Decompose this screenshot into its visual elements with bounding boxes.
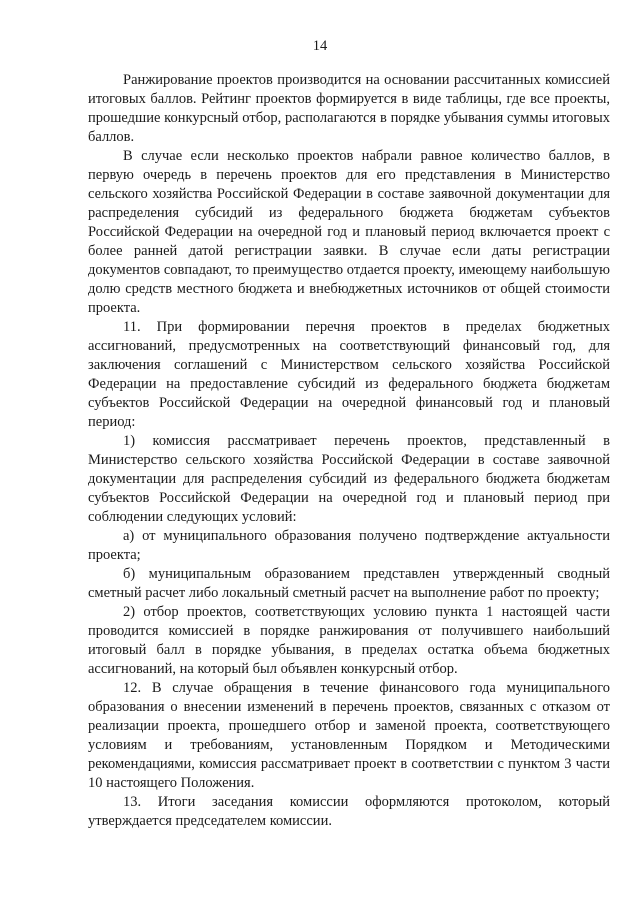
paragraph-item-12: 12. В случае обращения в течение финансового года муниципального образования о внесении изменений в перечень проектов, связанных с отказом от реализации проекта, прошедшего отбор и заменой проекта, соответствующего условиям и требованиям, установленным Порядком и Методическими рекомендациями, комиссия рассматривает проект в соответствии с пунктом 3 части 10 настоящего Положения.	[88, 680, 610, 791]
paragraph-condition-b: б) муниципальным образованием представлен утвержденный сводный сметный расчет либо локальный сметный расчет на выполнение работ по проекту;	[88, 566, 610, 601]
page-number: 14	[312, 38, 328, 54]
paragraph-item-11: 11. При формировании перечня проектов в пределах бюджетных ассигнований, предусмотренных на соответствующий финансовый год, для заключения соглашений с Министерством сельского хозяйства Российской Федерации на предоставление субсидий из федерального бюджета бюджетам субъектов Российской Федерации на очередной финансовый год и плановый период:	[88, 319, 610, 430]
document-body	[88, 71, 610, 831]
paragraph-ranking: Ранжирование проектов производится на основании рассчитанных комиссией итоговых баллов. Рейтинг проектов формируется в виде таблицы, где все проекты, прошедшие конкурсный отбор, располагаются в порядке убывания суммы итоговых баллов.	[88, 72, 610, 145]
paragraph-condition-a: а) от муниципального образования получено подтверждение актуальности проекта;	[88, 528, 610, 563]
paragraph-item-13: 13. Итоги заседания комиссии оформляются протоколом, который утверждается председателем комиссии.	[88, 794, 610, 829]
paragraph-subitem-2: 2) отбор проектов, соответствующих условию пункта 1 настоящей части проводится комиссией в порядке ранжирования от получившего наибольший итоговый балл в порядке убывания, в пределах остатка объема бюджетных ассигнований, на который был объявлен конкурсный отбор.	[88, 604, 610, 677]
paragraph-equal-scores: В случае если несколько проектов набрали равное количество баллов, в первую очередь в перечень проектов для его представления в Министерство сельского хозяйства Российской Федерации в составе заявочной документации для распределения субсидий из федерального бюджета бюджетам субъектов Российской Федерации на очередной год и плановый период включается проект с более ранней датой регистрации заявки. В случае если даты регистрации документов совпадают, то преимущество отдается проекту, имеющему наибольшую долю средств местного бюджета и внебюджетных источников от общей стоимости проекта.	[88, 148, 610, 316]
paragraph-subitem-1: 1) комиссия рассматривает перечень проектов, представленный в Министерство сельского хозяйства Российской Федерации в составе заявочной документации для распределения субсидий из федерального бюджета бюджетам субъектов Российской Федерации на очередной год и плановый период при соблюдении следующих условий:	[88, 433, 610, 525]
